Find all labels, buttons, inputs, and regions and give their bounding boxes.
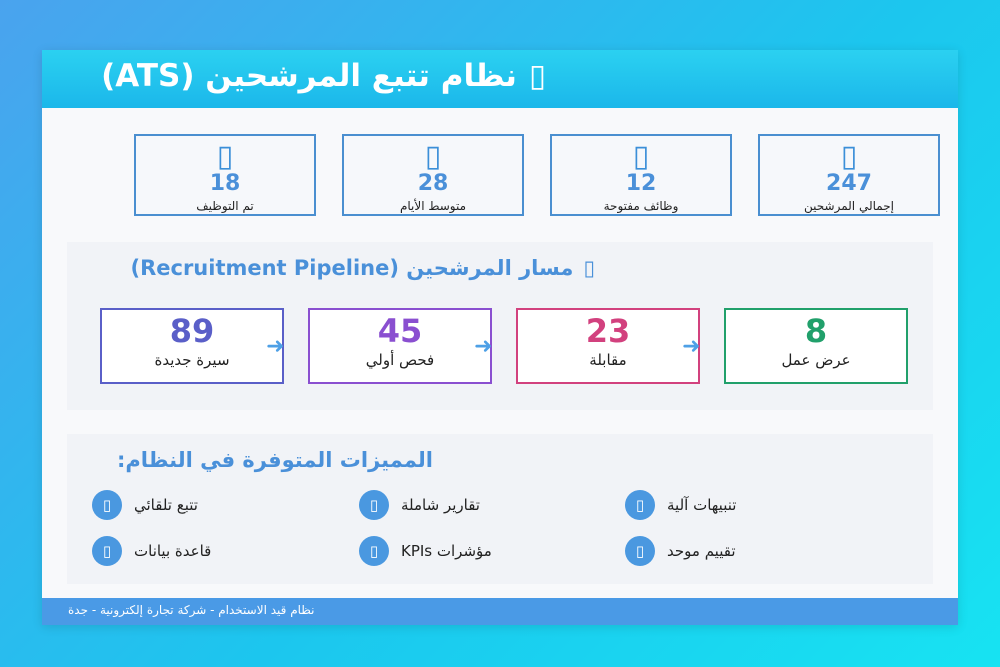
stage-count: 8 [804,312,828,350]
bell-icon: ▯ [625,490,655,520]
header-bar [42,50,958,108]
ats-dashboard-window [42,50,958,625]
pipeline-panel [67,242,933,410]
stat-label: إجمالي المرشحين [804,199,894,213]
stage-count: 89 [169,312,215,350]
stat-label: متوسط الأيام [399,199,467,213]
footer-bar [42,598,958,625]
pipeline-stage-new-cv[interactable] [100,308,284,384]
stage-count: 23 [585,312,631,350]
feature-label: قاعدة بيانات [134,542,212,560]
page-title [101,58,546,94]
stat-label: وظائف مفتوحة [603,199,679,213]
stat-value: 28 [417,171,449,196]
pipeline-title [130,256,595,280]
feature-label: مؤشرات KPIs [401,542,492,560]
stat-card-open-jobs[interactable] [550,134,732,216]
page-title-text: نظام تتبع المرشحين (ATS) [101,58,517,94]
feature-label: تنبيهات آلية [667,496,737,514]
footer-text: نظام قيد الاستخدام - شركة تجارة إلكترونية - جدة [68,603,315,617]
clock-icon: ▯ [424,139,442,174]
pipeline-stage-interview[interactable] [516,308,700,384]
feature-label: تقييم موحد [667,542,736,560]
features-panel [67,434,933,584]
stat-card-hired[interactable] [134,134,316,216]
stat-card-average-days[interactable] [342,134,524,216]
arrow-right-icon: ➜ [682,334,701,359]
stat-label: تم التوظيف [196,199,254,213]
stage-label: عرض عمل [781,351,851,369]
feature-label: تتبع تلقائي [134,496,198,514]
pipeline-stage-screening[interactable] [308,308,492,384]
tracking-icon: ▯ [92,490,122,520]
clipboard-icon: ▯ [528,58,546,94]
people-icon: ▯ [840,139,858,174]
pipeline-title-text: مسار المرشحين (Recruitment Pipeline) [130,256,574,280]
main-content [42,108,958,598]
chart-icon: ▯ [359,536,389,566]
check-icon: ▯ [216,139,234,174]
star-icon: ▯ [625,536,655,566]
stage-label: سيرة جديدة [154,351,230,369]
arrow-right-icon: ➜ [266,334,285,359]
arrow-right-icon: ➜ [474,334,493,359]
features-title: المميزات المتوفرة في النظام: [116,448,433,472]
feature-label: تقارير شاملة [401,496,480,514]
stat-card-total-candidates[interactable] [758,134,940,216]
stage-count: 45 [377,312,423,350]
stat-value: 12 [625,171,657,196]
database-icon: ▯ [92,536,122,566]
pipeline-icon: ▯ [583,256,595,280]
reports-icon: ▯ [359,490,389,520]
briefcase-icon: ▯ [632,139,650,174]
stat-value: 18 [209,171,241,196]
pipeline-stage-offer[interactable] [724,308,908,384]
stat-value: 247 [826,171,872,196]
stage-label: فحص أولي [365,351,435,369]
stage-label: مقابلة [589,351,627,369]
